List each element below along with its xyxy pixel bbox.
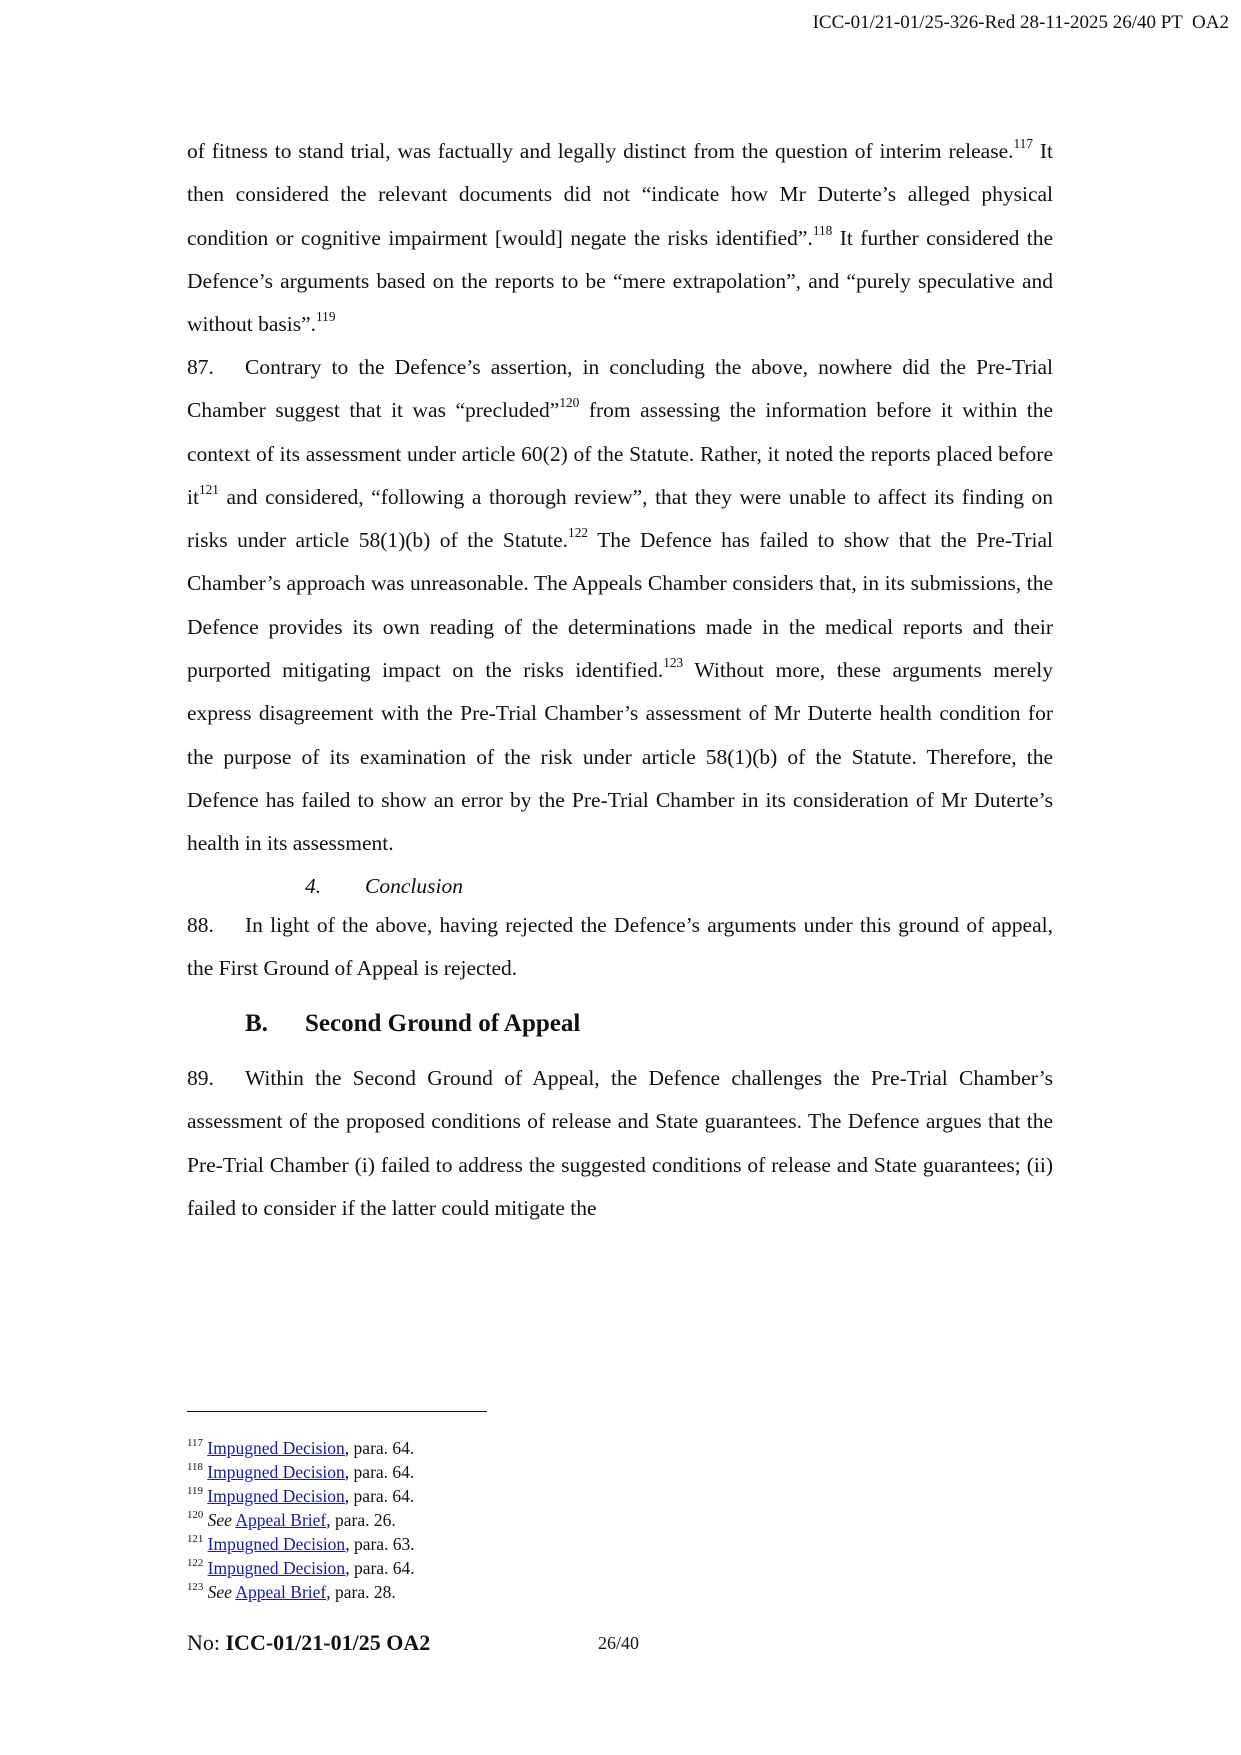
paragraph-88: 88. In light of the above, having rejected the Defence’s arguments under this ground of appeal, the First Ground of Appeal is rejected. xyxy=(187,904,1053,991)
footnote-120: $^{120}$ See Appeal Brief, para. 26. xyxy=(187,1508,396,1530)
footnote-ref[interactable]: 117 xyxy=(1013,136,1033,152)
paragraph-number: 88. xyxy=(187,913,214,937)
page-number: 26/40 xyxy=(598,1633,640,1653)
section-title: Second Ground of Appeal xyxy=(305,1010,581,1037)
paragraph-88-block xyxy=(187,904,1053,991)
document-stamp: ICC-01/21-01/25-326-Red 28-11-2025 26/40 PT OA2 xyxy=(812,12,1229,33)
paragraph-86-continued: of fitness to stand trial, was factually and legally distinct from the question of interim release.$^{117}$ It then considered the relevant documents did not “indicate how Mr Duterte’s alleged physical condition or cognitive impairment [would] negate the risks identified”.$^{118}$ It further considered the Defence’s arguments based on the reports to be “mere extrapolation”, and “purely speculative and without basis”.$^{119}$ xyxy=(187,136,1053,337)
footnote-123: $^{123}$ See Appeal Brief, para. 28. xyxy=(187,1580,396,1602)
footnote-ref[interactable]: 120 xyxy=(559,395,580,411)
paragraph-89-block xyxy=(187,1057,1053,1230)
paragraph-continuation xyxy=(187,130,1053,346)
footnote-ref[interactable]: 118 xyxy=(812,222,833,238)
footnote-separator xyxy=(187,1411,487,1412)
footnote-122: $^{122}$ Impugned Decision, para. 64. xyxy=(187,1556,415,1578)
footnote-118: $^{118}$ Impugned Decision, para. 64. xyxy=(187,1460,415,1482)
paragraph-number: 87. xyxy=(187,355,214,379)
footnote-link[interactable]: Impugned Decision xyxy=(207,1486,345,1506)
subheading-number: 4. xyxy=(305,874,322,898)
subheading-title: Conclusion xyxy=(365,874,463,898)
paragraph-87: 87. Contrary to the Defence’s assertion, in concluding the above, nowhere did the Pre-Trial Chamber suggest that it was “precluded”$^{120}$ from assessing the information before it within the context of its assessment under article 60(2) of the Statute. Rather, it noted the reports placed before $it^{121}$ and considered, “following a thorough review”, that they were unable to affect its finding on risks under article 58(1)(b) of the Statute.$^{122}$ The Defence has failed to show that the Pre-Trial Chamber’s approach was unreasonable. The Appeals Chamber considers that, in its submissions, the Defence provides its own reading of the determinations made in the medical reports and their purported mitigating impact on the risks identified.$^{123}$ Without more, these arguments merely express disagreement with the Pre-Trial Chamber’s assessment of Mr Duterte health condition for the purpose of its examination of the risk under article 58(1)(b) of the Statute. Therefore, the Defence has failed to show an error by the Pre-Trial Chamber in its consideration of Mr Duterte’s health in its assessment. xyxy=(187,346,1053,866)
footnote-ref[interactable]: 122 xyxy=(568,525,589,541)
footnote-link[interactable]: Impugned Decision xyxy=(207,1462,345,1482)
footnote-121: $^{121}$ Impugned Decision, para. 63. xyxy=(187,1532,415,1554)
footer-case-number: No: ICC-01/21-01/25 OA2 xyxy=(187,1630,431,1655)
footnote-link[interactable]: Impugned Decision xyxy=(207,1534,346,1554)
footnote-117: $^{117}$ Impugned Decision, para. 64. xyxy=(187,1436,415,1458)
footnotes xyxy=(187,1436,415,1604)
section-number: B. xyxy=(245,1010,268,1037)
footnote-ref[interactable]: 119 xyxy=(316,309,336,325)
paragraph-87-block xyxy=(187,346,1053,866)
footnote-link[interactable]: Appeal Brief xyxy=(235,1582,327,1602)
footnote-119: $^{119}$ Impugned Decision, para. 64. xyxy=(187,1484,415,1506)
footnote-ref[interactable]: 121 xyxy=(198,481,219,497)
paragraph-number: 89. xyxy=(187,1066,214,1090)
footnote-ref[interactable]: 123 xyxy=(663,655,684,671)
footnote-link[interactable]: Impugned Decision xyxy=(207,1558,346,1578)
footnote-link[interactable]: Appeal Brief xyxy=(235,1510,327,1530)
footnote-link[interactable]: Impugned Decision xyxy=(207,1438,345,1458)
paragraph-89: 89. Within the Second Ground of Appeal, the Defence challenges the Pre-Trial Chamber’s assessment of the proposed conditions of release and State guarantees. The Defence argues that the Pre-Trial Chamber (i) failed to address the suggested conditions of release and State guarantees; (ii) failed to consider if the latter could mitigate the xyxy=(187,1057,1053,1230)
